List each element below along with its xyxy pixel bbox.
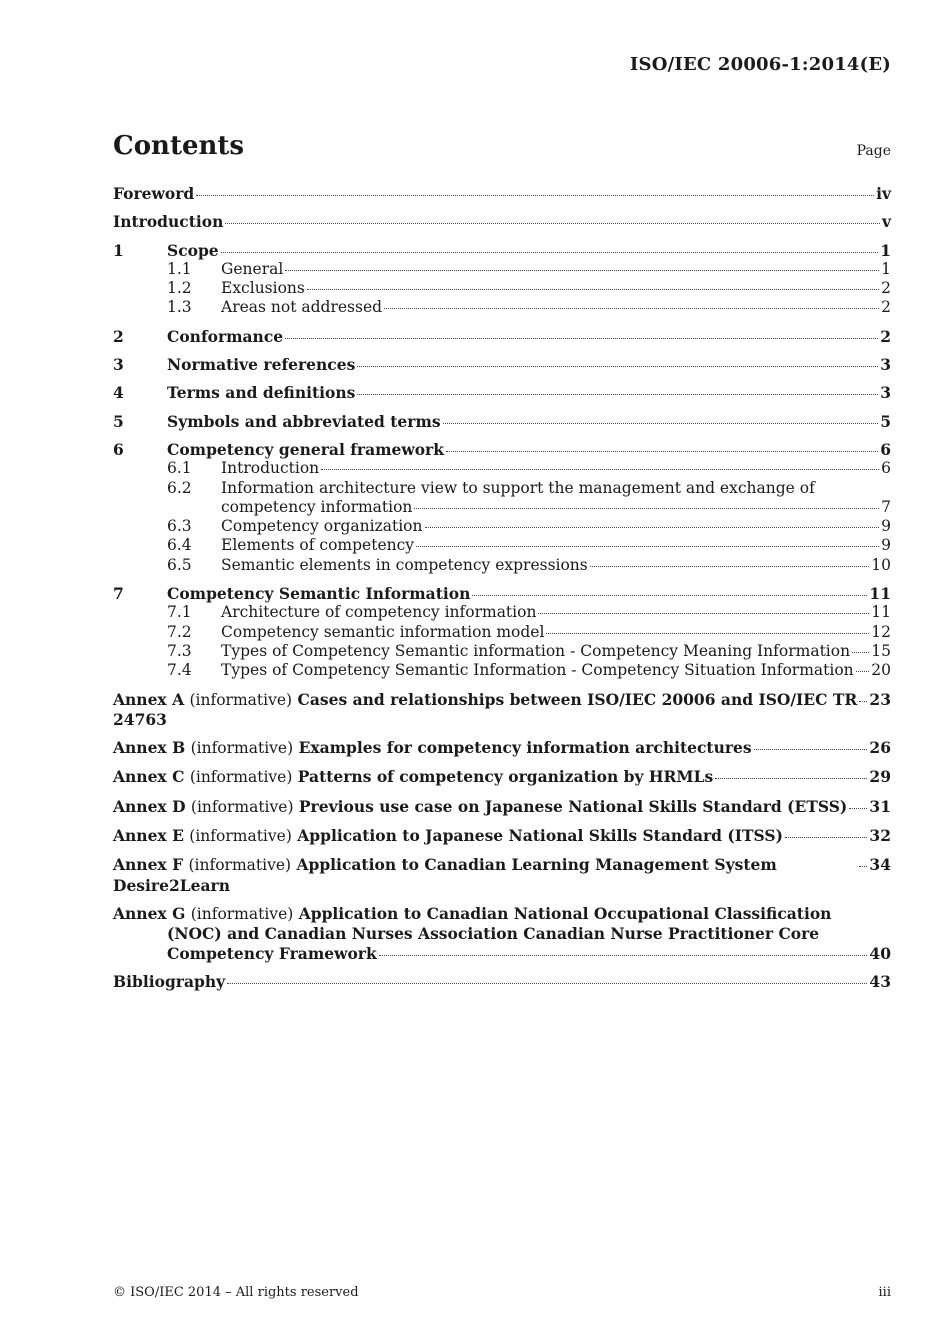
toc-page: 1	[881, 259, 891, 278]
toc-title: Terms and definitions	[167, 383, 356, 403]
annex-kind: (informative)	[188, 856, 292, 875]
toc-title: Architecture of competency information	[221, 603, 537, 622]
toc-entry-annex-d[interactable]	[113, 797, 891, 817]
dot-leader	[590, 566, 870, 567]
toc-entry-scope[interactable]	[113, 241, 891, 260]
annex-label: Annex F	[113, 855, 184, 875]
toc-entry-terms-and-definitions[interactable]	[113, 383, 891, 402]
annex-label: Annex G	[113, 903, 186, 923]
annex-label: Annex E	[113, 826, 184, 846]
page-number: iii	[878, 1285, 891, 1300]
toc-entry-areas-not-addressed[interactable]	[113, 298, 891, 317]
toc-page: v	[881, 212, 891, 232]
toc-title: Bibliography	[113, 971, 226, 991]
toc-entry-bibliography[interactable]	[113, 972, 891, 991]
annex-title: Previous use case on Japanese National Skills Standard (ETSS)	[298, 796, 848, 816]
toc-page: 2	[880, 326, 891, 346]
toc-page: 2	[881, 298, 891, 317]
annex-label: Annex B	[113, 738, 186, 758]
annex-kind: (informative)	[190, 739, 294, 758]
toc-page: 3	[880, 355, 891, 375]
annex-kind: (informative)	[189, 827, 292, 846]
toc-number: 5	[113, 411, 124, 431]
dot-leader	[225, 223, 880, 224]
dot-leader	[384, 308, 879, 309]
annex-kind: (informative)	[189, 768, 293, 787]
annex-label: Annex D	[113, 796, 186, 816]
toc-title: Foreword	[113, 184, 195, 203]
toc-entry-annex-c[interactable]	[113, 767, 891, 787]
annex-title: Patterns of competency organization by HRMLs	[297, 767, 714, 787]
dot-leader	[856, 671, 870, 672]
toc-number: 6.5	[167, 555, 192, 574]
toc-title: Normative references	[167, 355, 356, 375]
dot-leader	[446, 451, 878, 452]
toc-entry-7-1[interactable]	[113, 603, 891, 622]
dot-leader	[379, 955, 868, 956]
annex-label: Annex C	[113, 767, 185, 787]
toc-number: 7.3	[167, 641, 192, 660]
toc-number: 1.3	[167, 298, 192, 317]
toc-entry-6-4[interactable]	[113, 536, 891, 555]
toc-page: iv	[876, 184, 891, 203]
annex-title: Examples for competency information architectures	[298, 738, 752, 758]
toc-number: 7.4	[167, 661, 192, 680]
toc-page: 7	[881, 497, 891, 516]
table-of-contents	[113, 184, 891, 991]
dot-leader	[285, 270, 879, 271]
dot-leader	[546, 633, 869, 634]
toc-entry-7-4[interactable]	[113, 661, 891, 680]
toc-title: Elements of competency	[221, 536, 415, 555]
dot-leader	[221, 252, 879, 253]
toc-number: 6.3	[167, 517, 192, 536]
dot-leader	[357, 394, 878, 395]
toc-title: Competency organization	[221, 517, 423, 536]
copyright-notice: © ISO/IEC 2014 – All rights reserved	[113, 1285, 359, 1300]
page-column-label: Page	[856, 143, 891, 159]
dot-leader	[416, 546, 879, 547]
toc-title: Conformance	[167, 326, 284, 346]
annex-kind: (informative)	[190, 904, 294, 923]
toc-number: 2	[113, 326, 124, 346]
dot-leader	[425, 527, 880, 528]
annex-kind: (informative)	[190, 797, 294, 816]
toc-page: 2	[881, 279, 891, 298]
toc-entry-conformance[interactable]	[113, 327, 891, 346]
toc-entry-annex-a[interactable]	[113, 690, 891, 730]
dot-leader	[859, 866, 867, 867]
toc-page: 23	[869, 689, 891, 709]
toc-page: 26	[869, 738, 891, 758]
dot-leader	[443, 423, 879, 424]
toc-page: 6	[881, 459, 891, 478]
toc-entry-symbols[interactable]	[113, 412, 891, 431]
toc-page: 31	[869, 796, 891, 816]
toc-page: 12	[871, 622, 891, 641]
toc-number: 1	[113, 240, 124, 260]
dot-leader	[321, 469, 879, 470]
toc-page: 6	[880, 439, 891, 459]
dot-leader	[227, 983, 867, 984]
annex-title-line: (NOC) and Canadian Nurses Association Canadian Nurse Practitioner Core	[167, 924, 820, 944]
dot-leader	[849, 808, 867, 809]
dot-leader	[715, 778, 867, 779]
dot-leader	[307, 289, 879, 290]
toc-page: 15	[871, 641, 891, 660]
toc-title: Competency general framework	[167, 439, 444, 459]
toc-number: 7.1	[167, 603, 192, 622]
toc-number: 6.1	[167, 459, 192, 478]
toc-title-line: Information architecture view to support the management and exchange of	[221, 478, 815, 497]
toc-page: 43	[869, 971, 891, 991]
toc-number: 7	[113, 584, 124, 604]
toc-page: 29	[869, 767, 891, 787]
annex-kind: (informative)	[189, 690, 293, 709]
toc-entry-6-5[interactable]	[113, 556, 891, 575]
toc-entry-exclusions[interactable]	[113, 279, 891, 298]
toc-entry-6-2[interactable]	[113, 479, 891, 518]
toc-title-line: competency information	[221, 497, 413, 516]
annex-title: Cases and relationships between ISO/IEC 20006 and ISO/IEC TR 24763	[113, 689, 858, 729]
toc-page: 1	[880, 240, 891, 260]
contents-title: Contents	[113, 131, 245, 161]
annex-title: Application to Japanese National Skills Standard (ITSS)	[297, 826, 783, 846]
annex-title-line: Application to Canadian National Occupational Classification	[298, 903, 832, 923]
dot-leader	[754, 749, 868, 750]
toc-entry-competency-semantic-information[interactable]	[113, 584, 891, 603]
toc-title: Introduction	[113, 212, 224, 232]
dot-leader	[196, 195, 874, 196]
toc-title: Symbols and abbreviated terms	[167, 411, 441, 431]
toc-entry-general[interactable]	[113, 260, 891, 279]
toc-number: 6	[113, 439, 124, 459]
toc-entry-6-3[interactable]	[113, 517, 891, 536]
toc-number: 1.1	[167, 259, 192, 278]
toc-entry-7-3[interactable]	[113, 642, 891, 661]
toc-title: Exclusions	[221, 279, 305, 298]
toc-entry-annex-g[interactable]	[113, 904, 891, 963]
toc-page: 5	[880, 411, 891, 431]
dot-leader	[357, 366, 878, 367]
toc-page: 32	[869, 826, 891, 846]
toc-number: 6.2	[167, 478, 192, 497]
dot-leader	[472, 595, 867, 596]
dot-leader	[852, 652, 869, 653]
toc-page: 34	[869, 855, 891, 875]
dot-leader	[538, 613, 869, 614]
annex-label: Annex A	[113, 689, 185, 709]
toc-title: Introduction	[221, 459, 320, 478]
toc-page: 10	[871, 555, 891, 574]
toc-number: 4	[113, 383, 124, 403]
toc-page: 9	[881, 536, 891, 555]
toc-page: 20	[871, 661, 891, 680]
toc-number: 1.2	[167, 279, 192, 298]
toc-entry-introduction[interactable]	[113, 212, 891, 231]
toc-entry-foreword[interactable]	[113, 184, 891, 203]
toc-page: 9	[881, 517, 891, 536]
toc-page: 3	[880, 383, 891, 403]
toc-entry-normative-references[interactable]	[113, 355, 891, 374]
toc-title: Areas not addressed	[221, 298, 383, 317]
dot-leader	[859, 701, 867, 702]
dot-leader	[414, 508, 879, 509]
toc-title: Competency semantic information model	[221, 622, 545, 641]
toc-number: 6.4	[167, 536, 192, 555]
toc-title: Types of Competency Semantic Information - Competency Situation Information	[221, 661, 854, 680]
toc-page: 11	[869, 584, 891, 604]
toc-page: 40	[869, 943, 891, 963]
toc-page: 11	[871, 603, 891, 622]
toc-entry-annex-b[interactable]	[113, 738, 891, 758]
toc-entry-7-2[interactable]	[113, 623, 891, 642]
annex-title-line: Competency Framework	[167, 943, 377, 963]
toc-entry-6-1[interactable]	[113, 459, 891, 478]
toc-title: Semantic elements in competency expressions	[221, 555, 588, 574]
toc-title: General	[221, 259, 284, 278]
toc-title: Competency Semantic Information	[167, 584, 471, 604]
annex-title: Application to Canadian Learning Management System Desire2Learn	[113, 855, 777, 895]
toc-title: Scope	[167, 240, 219, 260]
toc-number: 3	[113, 355, 124, 375]
toc-entry-annex-e[interactable]	[113, 826, 891, 846]
dot-leader	[785, 837, 868, 838]
toc-entry-annex-f[interactable]	[113, 855, 891, 895]
document-reference: ISO/IEC 20006-1:2014(E)	[629, 54, 891, 75]
toc-number: 7.2	[167, 622, 192, 641]
toc-title: Types of Competency Semantic information - Competency Meaning Information	[221, 641, 851, 660]
dot-leader	[285, 338, 878, 339]
toc-entry-competency-general-framework[interactable]	[113, 440, 891, 459]
